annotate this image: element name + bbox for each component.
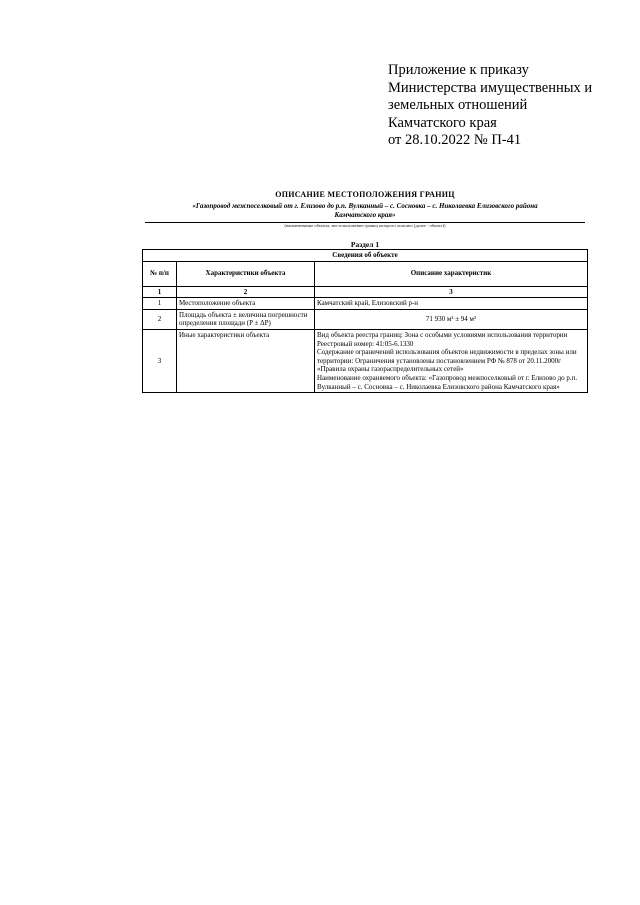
row-characteristic: Иные характеристики объекта: [177, 329, 315, 392]
object-info-table: [142, 249, 588, 393]
row-description: Камчатский край, Елизовский р-н: [315, 298, 588, 310]
description-line: Наименование охраняемого объекта: «Газопровод межпоселковый от г. Елизово до р.п. Вулканный – с. Сосновка – с. Николаевка Елизовского района Камчатского края»: [317, 373, 578, 391]
appendix-line: от 28.10.2022 № П-41: [388, 132, 522, 148]
object-name: [145, 202, 585, 220]
row-description: 71 930 м² ± 94 м²: [315, 309, 588, 329]
appendix-line: Министерства имущественных и: [388, 79, 593, 96]
row-characteristic: Местоположение объекта: [177, 298, 315, 310]
appendix-block: [388, 62, 628, 150]
appendix-line: Приложение к приказу: [388, 62, 529, 78]
object-name-line: Камчатского края»: [334, 211, 396, 219]
object-name-line: «Газопровод межпоселковый от г. Елизово до р.п. Вулканный – с. Сосновка – с. Николаевка Елизовского района: [192, 202, 538, 210]
description-line: Вид объекта реестра границ: Зона с особыми условиями использования территории: [317, 330, 568, 339]
table-row: [143, 298, 588, 310]
row-characteristic: Площадь объекта ± величина погрешности определения площади (P ± ΔP): [177, 309, 315, 329]
section-title: Раздел 1: [350, 240, 380, 249]
table-row: [143, 309, 588, 329]
header-description: Описание характеристик: [315, 261, 588, 286]
row-description: [315, 329, 588, 392]
column-number-row: [143, 286, 588, 298]
row-num: 3: [143, 329, 177, 392]
object-name-caption: (наименование объекта, местоположение границ которого описано (далее - объект)): [284, 223, 446, 228]
header-num: № п/п: [143, 261, 177, 286]
table-title-row: [143, 250, 588, 262]
row-num: 1: [143, 298, 177, 310]
column-number: 1: [143, 286, 177, 298]
column-number: 2: [177, 286, 315, 298]
description-line: Реестровый номер: 41:05-6.1330: [317, 339, 414, 348]
row-num: 2: [143, 309, 177, 329]
description-line: Содержание ограничений использования объектов недвижимости в пределах зоны или территории: Ограничения установлены постановлением РФ № 878 от 20.11.2000г «Правила охраны газораспределительных сетей»: [317, 348, 577, 374]
column-number: 3: [315, 286, 588, 298]
appendix-line: земельных отношений: [388, 97, 528, 113]
header-characteristic: Характеристики объекта: [177, 261, 315, 286]
table-header-row: [143, 261, 588, 286]
document-title: ОПИСАНИЕ МЕСТОПОЛОЖЕНИЯ ГРАНИЦ: [275, 190, 455, 199]
table-title: Сведения об объекте: [143, 250, 588, 262]
appendix-line: Камчатского края: [388, 114, 497, 131]
table-row: [143, 329, 588, 392]
